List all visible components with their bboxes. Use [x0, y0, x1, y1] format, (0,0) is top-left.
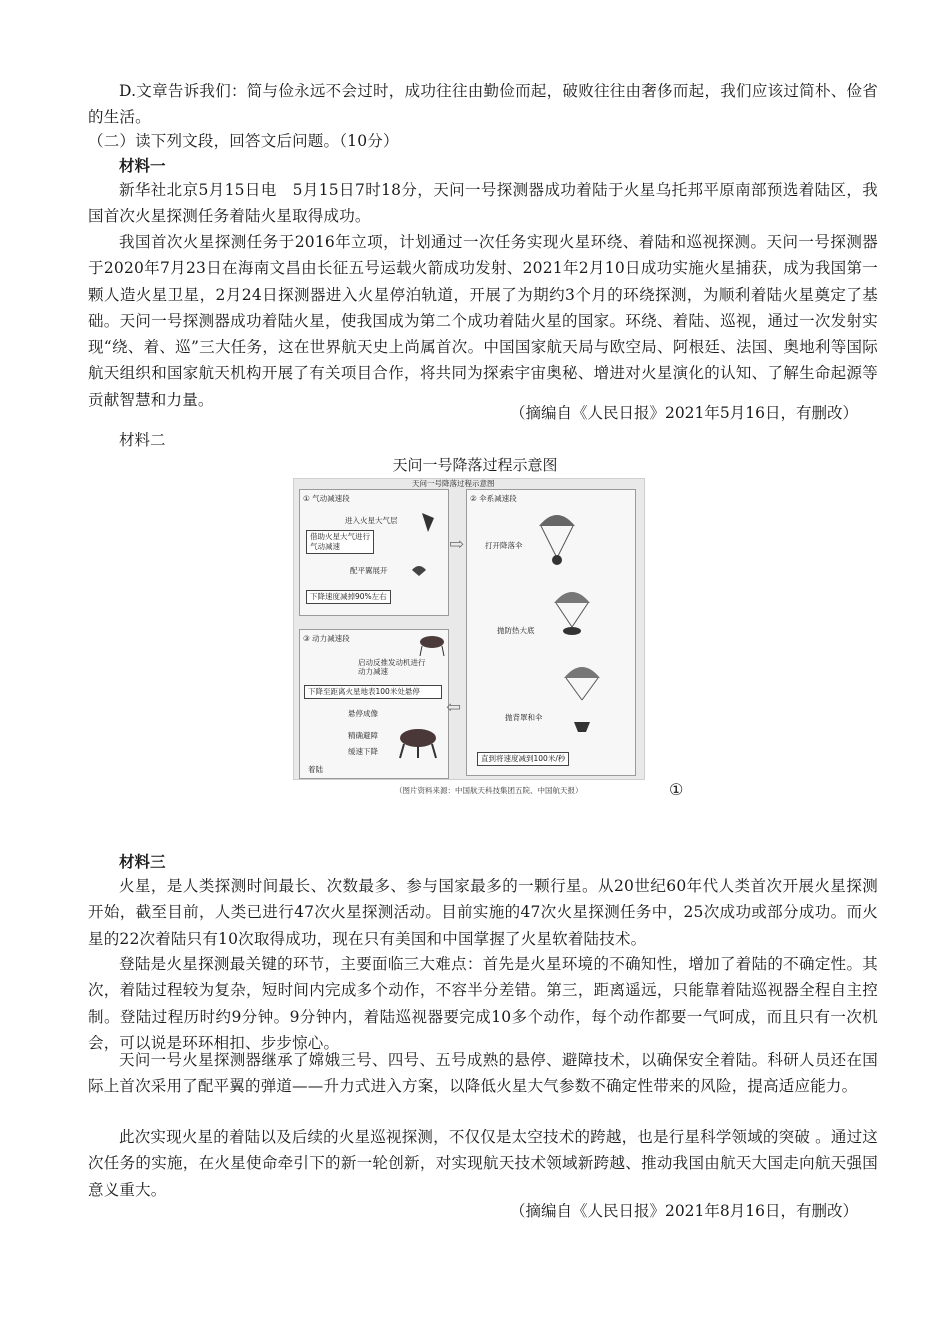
arrow-right-icon: ⇨: [449, 534, 465, 555]
option-d-text: D.文章告诉我们：简与俭永远不会过时，成功往往由勤俭而起，破败往往由奢侈而起，我们应该过简朴、俭省的生活。: [88, 82, 878, 127]
material2-label: 材料二: [119, 431, 166, 449]
figure-subtitle: 天问一号降落过程示意图: [412, 479, 495, 488]
section-heading: （二）读下列文段，回答文后问题。（10分）: [88, 132, 399, 150]
material3-paragraph-4: 此次实现火星的着陆以及后续的火星巡视探测，不仅仅是太空技术的跨越，也是行星科学领域的突破 。通过这次任务的实施，在火星使命牵引下的新一轮创新，对实现航天技术领域新跨越、推动我国由航天大国走向航天强国意义重大。: [88, 1128, 878, 1199]
stage3-engine-label: 启动反推发动机进行动力减速: [358, 658, 426, 676]
stage2-panel: [466, 489, 636, 776]
stage2-deploy-label: 打开降落伞: [485, 541, 523, 550]
capsule-icon: [418, 510, 438, 534]
figure-credit: （图片资料来源：中国航天科技集团五院、中国航天报）: [395, 786, 583, 795]
stage2-backshell-label: 抛背罩和伞: [505, 713, 543, 722]
lander-rover-icon: [396, 724, 440, 762]
stage1-speed-box: 下降速度减掉90%左右: [306, 590, 391, 604]
material3-label: 材料三: [119, 852, 166, 871]
stage3-title: ③ 动力减速段: [303, 634, 350, 643]
figure-marker: ①: [669, 780, 684, 799]
stage1-enter-label: 进入火星大气层: [345, 516, 398, 525]
material1-paragraph-1: 新华社北京5月15日电 5月15日7时18分，天问一号探测器成功着陆于火星乌托邦平原南部预选着陆区，我国首次火星探测任务着陆火星取得成功。: [88, 181, 878, 226]
stage3-avoid-label: 精确避障: [348, 731, 378, 740]
parachute-heatshield-icon: [552, 585, 592, 645]
material1-paragraph-2: 我国首次火星探测任务于2016年立项，计划通过一次任务实现火星环绕、着陆和巡视探测。天问一号探测器于2020年7月23日在海南文昌由长征五号运载火箭成功发射、2021年2月10日成功实施火星捕获，成为我国第一颗人造火星卫星，2月24日探测器进入火星停泊轨道，开展了为期约3个月的环绕探测，为顺利着陆火星奠定了基础。天问一号探测器成功着陆火星，使我国成为第二个成功着陆火星的国家。环绕、着陆、巡视，通过一次发射实现“绕、着、巡”三大任务，这在世界航天史上尚属首次。中国国家航天局与欧空局、阿根廷、法国、奥地利等国际航天组织和国家航天机构开展了有关项目合作，将共同为探索宇宙奥秘、增进对火星演化的认知、了解生命起源等贡献智慧和力量。: [88, 233, 878, 409]
stage3-slow-label: 缓速下降: [348, 747, 378, 756]
material3-paragraph-1: 火星，是人类探测时间最长、次数最多、参与国家最多的一颗行星。从20世纪60年代人类首次开展火星探测开始，截至目前，人类已进行47次火星探测活动。目前实施的47次火星探测任务中，25次成功或部分成功。而火星的22次着陆只有10次取得成功，现在只有美国和中国掌握了火星软着陆技术。: [88, 877, 878, 948]
material3-paragraph-2: 登陆是火星探测最关键的环节，主要面临三大难点：首先是火星环境的不确知性，增加了着陆的不确定性。其次，着陆过程较为复杂，短时间内完成多个动作，不容半分差错。第三，距离遥远，只能靠着陆巡视器全程自主控制。登陆过程历时约9分钟。9分钟内，着陆巡视器要完成10多个动作，每个动作都要一气呵成，而且只有一次机会，可以说是环环相扣、步步惊心。: [88, 955, 878, 1052]
stage1-title: ① 气动减速段: [303, 494, 350, 503]
stage2-speed-box: 直到将速度减到100米/秒: [477, 752, 569, 766]
stage2-title: ② 伞系减速段: [470, 494, 517, 503]
stage1-box: 借助火星大气进行气动减速: [306, 530, 374, 554]
stage3-panel: [299, 629, 449, 779]
parachute-icon: [537, 508, 577, 568]
stage3-hover-box: 下降至距离火星地表100米处悬停: [304, 685, 442, 699]
material3-paragraph-3: 天问一号火星探测器继承了嫦娥三号、四号、五号成熟的悬停、避障技术，以确保安全着陆。科研人员还在国际上首次采用了配平翼的弹道——升力式进入方案，以降低火星大气参数不确定性带来的风险，提高适应能力。: [88, 1051, 878, 1096]
arrow-left-icon: ⇦: [446, 697, 462, 718]
landing-process-diagram: [293, 478, 645, 780]
material1-label: 材料一: [119, 156, 166, 175]
parachute-backshell-icon: [562, 660, 602, 740]
material3-source: （摘编自《人民日报》2021年8月16日，有删改）: [509, 1202, 858, 1220]
stage3-imaging-label: 悬停成像: [348, 709, 378, 718]
stage3-land-label: 着陆: [308, 765, 323, 774]
lander-icon: [418, 632, 446, 660]
stage2-heatshield-label: 抛防热大底: [497, 626, 535, 635]
capsule-trim-icon: [410, 562, 428, 578]
stage1-panel: [299, 489, 449, 616]
figure-title: 天问一号降落过程示意图: [392, 456, 558, 474]
material1-source: （摘编自《人民日报》2021年5月16日，有删改）: [509, 404, 858, 422]
stage1-trim-label: 配平翼展开: [350, 566, 388, 575]
